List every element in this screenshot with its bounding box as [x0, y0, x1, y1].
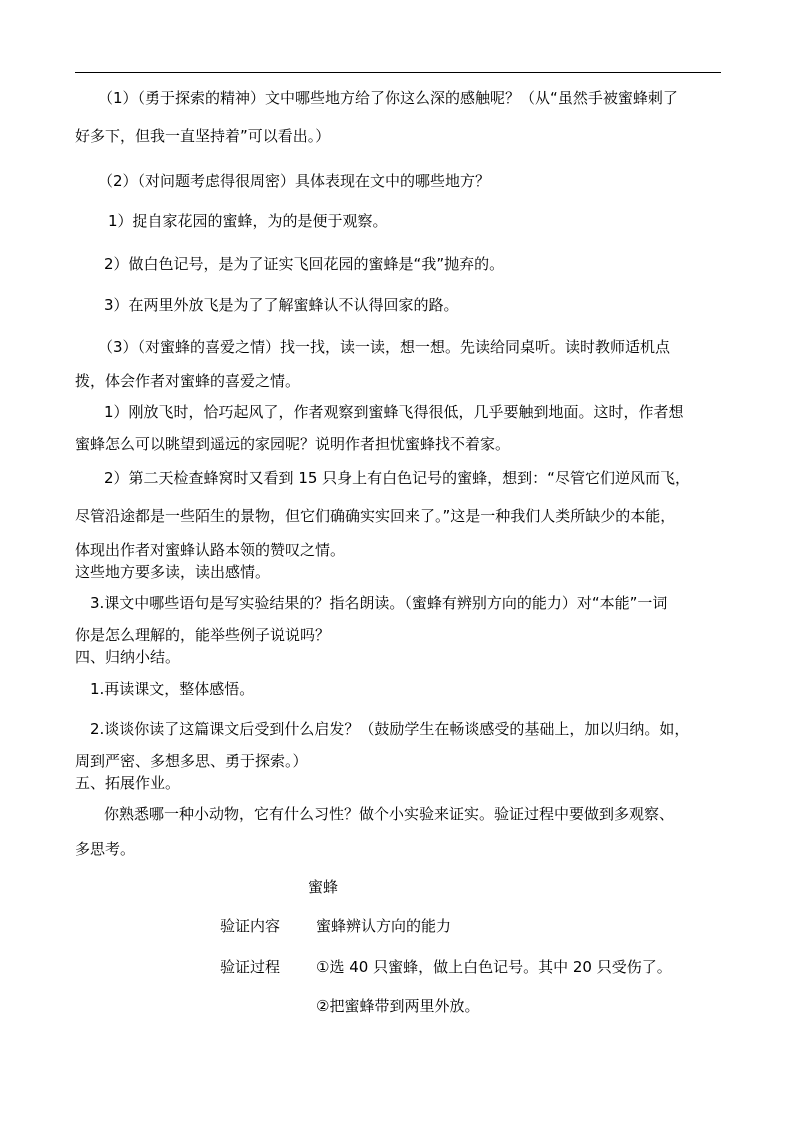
table-value: ①选 40 只蜜蜂，做上白色记号。其中 20 只受伤了。: [316, 958, 672, 976]
table-label: 验证过程: [220, 958, 281, 976]
list-item: 1）刚放飞时，恰巧起风了，作者观察到蜜蜂飞得很低，几乎要触到地面。这时，作者想: [104, 403, 684, 421]
paragraph-line: 这些地方要多读，读出感情。: [75, 563, 271, 581]
paragraph-line: 拨，体会作者对蜜蜂的喜爱之情。: [75, 372, 301, 390]
paragraph-line: （1）（勇于探索的精神）文中哪些地方给了你这么深的感触呢？（从“虽然手被蜜蜂刺了: [98, 89, 678, 107]
paragraph-line: 好多下，但我一直坚持着”可以看出。）: [75, 127, 331, 145]
paragraph-line: 体现出作者对蜜蜂认路本领的赞叹之情。: [75, 541, 346, 559]
table-value: ②把蜜蜂带到两里外放。: [316, 997, 480, 1015]
paragraph-line: 蜜蜂怎么可以眺望到遥远的家园呢？说明作者担忧蜜蜂找不着家。: [75, 435, 511, 453]
list-item: 1）捉自家花园的蜜蜂，为的是便于观察。: [108, 212, 388, 230]
list-item: 3）在两里外放飞是为了了解蜜蜂认不认得回家的路。: [104, 296, 459, 314]
paragraph-line: （2）（对问题考虑得很周密）具体表现在文中的哪些地方？: [98, 172, 491, 190]
paragraph-line: 多思考。: [75, 840, 136, 858]
table-value: 蜜蜂辨认方向的能力: [316, 917, 452, 935]
paragraph-line: 你是怎么理解的，能举些例子说说吗？: [75, 626, 331, 644]
table-label: 验证内容: [220, 917, 281, 935]
header-rule: [75, 72, 721, 73]
paragraph-line: 尽管沿途都是一些陌生的景物，但它们确确实实回来了。”这是一种我们人类所缺少的本能，: [75, 507, 676, 525]
paragraph-line: 周到严密、多想多思、勇于探索。）: [75, 752, 308, 770]
list-item: 2）做白色记号，是为了证实飞回花园的蜜蜂是“我”抛弃的。: [104, 255, 505, 273]
list-item: 1.再读课文，整体感悟。: [90, 680, 255, 698]
paragraph-line: （3）（对蜜蜂的喜爱之情）找一找，读一读，想一想。先读给同桌听。读时教师适机点: [98, 338, 671, 356]
table-title: 蜜蜂: [308, 878, 339, 896]
list-item: 2.谈谈你读了这篇课文后受到什么启发？（鼓励学生在畅谈感受的基础上，加以归纳。如，: [90, 720, 690, 738]
paragraph-line: 3.课文中哪些语句是写实验结果的？指名朗读。（蜜蜂有辨别方向的能力）对“本能”一词: [90, 594, 668, 612]
list-item: 2）第二天检查蜂窝时又看到 15 只身上有白色记号的蜜蜂，想到：“尽管它们逆风而飞，: [104, 469, 690, 487]
section-heading: 四、归纳小结。: [75, 648, 181, 666]
paragraph-line: 你熟悉哪一种小动物，它有什么习性？做个小实验来证实。验证过程中要做到多观察、: [104, 805, 675, 823]
section-heading: 五、拓展作业。: [75, 774, 181, 792]
